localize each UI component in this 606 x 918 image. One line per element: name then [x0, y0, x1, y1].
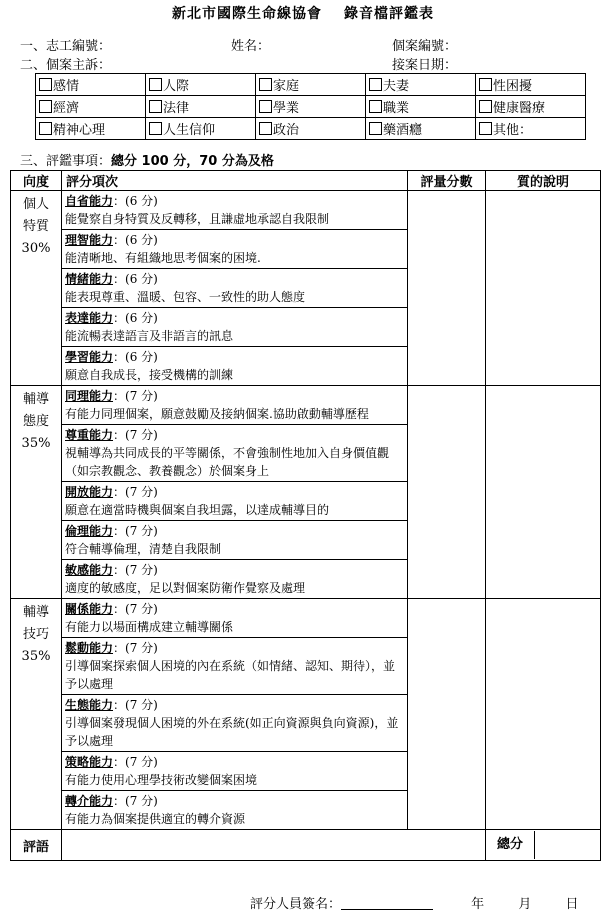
criterion-cell	[62, 482, 408, 521]
score-field[interactable]	[408, 386, 486, 599]
criterion-description: 引導個案探索個人困境的內在系統（如情緒、認知、期待），並予以處理	[65, 659, 396, 691]
category-label: 精神心理	[53, 123, 106, 138]
dimension-percent: 35%	[21, 436, 51, 451]
name-field[interactable]: 姓名：	[231, 39, 271, 54]
category-option[interactable]	[146, 118, 256, 140]
criterion-points: ：(7 分)	[113, 755, 158, 769]
criterion-description: 能覺察自身特質及反轉移，且謙虛地承認自我限制	[65, 212, 330, 226]
criterion-points: ：(7 分)	[113, 524, 158, 538]
checkbox[interactable]	[369, 122, 382, 135]
checkbox[interactable]	[369, 100, 382, 113]
criterion-description: 適度的敏感度，足以對個案防衛作覺察及處理	[65, 581, 306, 595]
dimension-label: 輔導技巧	[22, 605, 49, 642]
checkbox[interactable]	[479, 78, 492, 91]
dimension-label: 輔導態度	[22, 392, 49, 429]
criterion-name: 情緒能力	[65, 272, 114, 286]
date-field[interactable]: 接案日期：	[392, 58, 458, 73]
checkbox[interactable]	[479, 122, 492, 135]
total-label: 總分	[486, 831, 535, 859]
criterion-name: 理智能力	[65, 233, 114, 247]
category-label: 學業	[273, 101, 300, 116]
criterion-cell	[62, 695, 408, 752]
total-cell	[486, 830, 601, 861]
criterion-points: ：(6 分)	[113, 311, 158, 325]
sign-month: 月	[518, 897, 532, 912]
criterion-name: 倫理能力	[65, 524, 114, 538]
checkbox[interactable]	[149, 78, 162, 91]
category-label: 其他：	[493, 123, 533, 138]
criterion-description: 有能力使用心理學技術改變個案困境	[65, 773, 258, 787]
criterion-points: ：(7 分)	[113, 428, 158, 442]
checkbox[interactable]	[39, 78, 52, 91]
dimension-cell	[11, 386, 62, 599]
criterion-points: ：(6 分)	[113, 194, 158, 208]
criterion-name: 開放能力	[65, 485, 114, 499]
criterion-description: 視輔導為共同成長的平等關係，不會強制性地加入自身價值觀（如宗教觀念、教養觀念）於個案身上	[65, 446, 390, 478]
criterion-cell	[62, 752, 408, 791]
header-dimension: 向度	[11, 171, 62, 191]
category-label: 健康醫療	[493, 101, 546, 116]
form-name: 錄音檔評鑑表	[344, 6, 434, 22]
category-label: 感情	[53, 79, 80, 94]
category-option[interactable]	[476, 118, 586, 140]
checkbox[interactable]	[369, 78, 382, 91]
dimension-cell	[11, 599, 62, 830]
category-option[interactable]	[476, 74, 586, 96]
category-label: 職業	[383, 101, 410, 116]
checkbox[interactable]	[259, 122, 272, 135]
criterion-cell	[62, 638, 408, 695]
criterion-name: 敏感能力	[65, 563, 114, 577]
criterion-points: ：(7 分)	[113, 563, 158, 577]
checkbox[interactable]	[39, 100, 52, 113]
criterion-points: ：(6 分)	[113, 233, 158, 247]
category-option[interactable]	[366, 118, 476, 140]
category-option[interactable]	[366, 74, 476, 96]
checkbox[interactable]	[259, 100, 272, 113]
criterion-points: ：(7 分)	[113, 485, 158, 499]
case-id-field[interactable]: 個案編號：	[392, 39, 458, 54]
criterion-name: 鬆動能力	[65, 641, 114, 655]
category-option[interactable]	[146, 96, 256, 118]
criterion-name: 學習能力	[65, 350, 114, 364]
sign-day: 日	[565, 897, 579, 912]
qualitative-note-field[interactable]	[486, 386, 601, 599]
criterion-points: ：(6 分)	[113, 272, 158, 286]
criterion-points: ：(7 分)	[113, 698, 158, 712]
category-option[interactable]	[36, 96, 146, 118]
criterion-points: ：(7 分)	[113, 794, 158, 808]
category-label: 法律	[163, 101, 190, 116]
form-title	[0, 3, 606, 23]
criterion-name: 轉介能力	[65, 794, 114, 808]
criterion-cell	[62, 191, 408, 230]
org-name: 新北市國際生命線協會	[172, 6, 322, 22]
category-option[interactable]	[146, 74, 256, 96]
dimension-percent: 35%	[21, 649, 51, 664]
criterion-points: ：(6 分)	[113, 350, 158, 364]
category-label: 性困擾	[493, 79, 533, 94]
category-label: 夫妻	[383, 79, 410, 94]
qualitative-note-field[interactable]	[486, 599, 601, 830]
category-option[interactable]	[256, 96, 366, 118]
passing-rule: 總分 100 分，70 分為及格	[111, 154, 274, 169]
criterion-name: 尊重能力	[65, 428, 114, 442]
checkbox[interactable]	[39, 122, 52, 135]
dimension-label: 個人特質	[22, 197, 49, 234]
criterion-name: 關係能力	[65, 602, 114, 616]
section3-heading: 三、評鑑事項：總分 100 分，70 分為及格	[20, 154, 274, 169]
score-field[interactable]	[408, 599, 486, 830]
criterion-points: ：(7 分)	[113, 641, 158, 655]
dimension-percent: 30%	[21, 241, 51, 256]
evaluation-table	[10, 170, 601, 861]
criterion-description: 有能力同理個案，願意鼓勵及接納個案.協助啟動輔導歷程	[65, 407, 369, 421]
header-item: 評分項次	[62, 171, 408, 191]
qualitative-note-field[interactable]	[486, 191, 601, 386]
criterion-description: 符合輔導倫理，清楚自我限制	[65, 542, 222, 556]
category-option[interactable]	[36, 118, 146, 140]
checkbox[interactable]	[149, 122, 162, 135]
sign-year: 年	[471, 897, 485, 912]
signature-label: 評分人員簽名：	[250, 897, 342, 912]
category-grid	[35, 73, 586, 140]
criterion-description: 能清晰地、有組織地思考個案的困境.	[65, 251, 261, 265]
category-label: 人際	[163, 79, 190, 94]
criterion-description: 有能力為個案提供適宜的轉介資源	[65, 812, 246, 826]
dimension-cell	[11, 191, 62, 386]
header-score: 評量分數	[408, 171, 486, 191]
criterion-description: 能表現尊重、溫暖、包容、一致性的助人態度	[65, 290, 306, 304]
criterion-name: 自省能力	[65, 194, 114, 208]
category-option[interactable]	[366, 96, 476, 118]
category-option[interactable]	[476, 96, 586, 118]
criterion-cell	[62, 308, 408, 347]
category-label: 人生信仰	[163, 123, 216, 138]
criterion-cell	[62, 560, 408, 599]
criterion-name: 生態能力	[65, 698, 114, 712]
criterion-cell	[62, 269, 408, 308]
criterion-cell	[62, 791, 408, 830]
category-label: 政治	[273, 123, 300, 138]
criterion-description: 能流暢表達語言及非語言的訊息	[65, 329, 234, 343]
criterion-cell	[62, 599, 408, 638]
criterion-cell	[62, 521, 408, 560]
criterion-name: 同理能力	[65, 389, 114, 403]
volunteer-id-field[interactable]: 一、志工編號：	[20, 39, 112, 54]
signature-line[interactable]	[341, 897, 433, 910]
criterion-cell	[62, 347, 408, 386]
criterion-description: 願意在適當時機與個案自我坦露，以達成輔導目的	[65, 503, 330, 517]
signature-block	[250, 893, 578, 912]
comment-field[interactable]	[62, 830, 486, 861]
category-label: 經濟	[53, 101, 80, 116]
criterion-description: 引導個案發現個人困境的外在系統(如正向資源與負向資源)，並予以處理	[65, 716, 399, 748]
criterion-description: 有能力以場面構成建立輔導關係	[65, 620, 234, 634]
criterion-cell	[62, 386, 408, 425]
total-field[interactable]	[535, 831, 600, 859]
checkbox[interactable]	[149, 100, 162, 113]
criterion-points: ：(7 分)	[113, 602, 158, 616]
category-label: 家庭	[273, 79, 300, 94]
header-note: 質的說明	[486, 171, 601, 191]
criterion-cell	[62, 425, 408, 482]
criterion-points: ：(7 分)	[113, 389, 158, 403]
category-label: 藥酒癮	[383, 123, 423, 138]
checkbox[interactable]	[479, 100, 492, 113]
complaint-label: 二、個案主訴：	[20, 58, 112, 73]
criterion-description: 願意自我成長，接受機構的訓練	[65, 368, 234, 382]
category-option[interactable]	[256, 74, 366, 96]
category-option[interactable]	[36, 74, 146, 96]
score-field[interactable]	[408, 191, 486, 386]
checkbox[interactable]	[259, 78, 272, 91]
category-option[interactable]	[256, 118, 366, 140]
criterion-name: 表達能力	[65, 311, 114, 325]
criterion-cell	[62, 230, 408, 269]
comment-label: 評語	[11, 830, 62, 861]
criterion-name: 策略能力	[65, 755, 114, 769]
